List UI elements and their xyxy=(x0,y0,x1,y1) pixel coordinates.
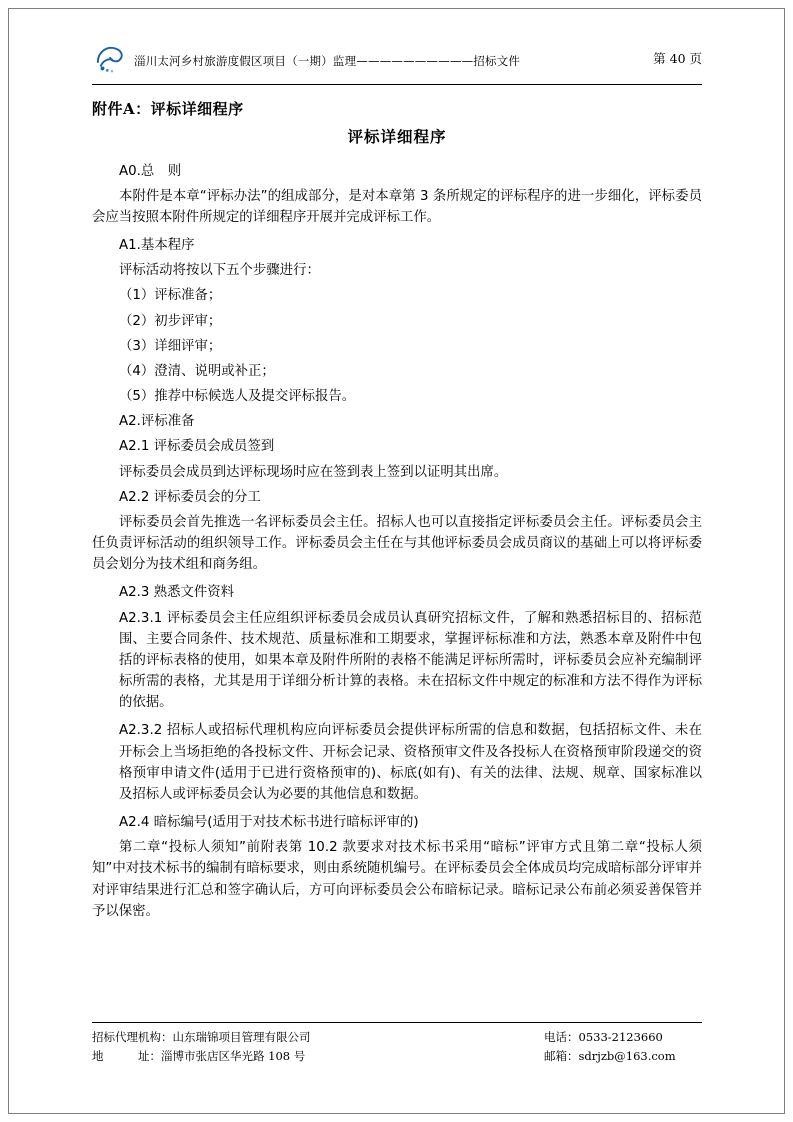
list-item: （3）详细评审； xyxy=(119,338,222,354)
paragraph: 评标委员会成员到达评标现场时应在签到表上签到以证明其出席。 xyxy=(119,464,508,480)
footer-row-agency xyxy=(92,1028,702,1047)
header-title: 淄川太河乡村旅游度假区项目（一期）监理——————————招标文件 xyxy=(134,54,521,68)
paragraph: A2.2 评标委员会的分工 xyxy=(119,489,261,505)
list-item: （1）评标准备； xyxy=(119,288,222,304)
paragraph: 评标活动将按以下五个步骤进行： xyxy=(119,263,320,279)
paragraph: A2.3.2 招标人或招标代理机构应向评标委员会提供评标所需的信息和数据，包括招标文件、未在开标会上当场拒绝的各投标文件、开标会记录、资格预审文件及各投标人在资格预审阶段递交的资格预审申请文件(适用于已进行资格预审的)、标底(如有)、有关的法律、法规、规章、国家标准以及招标人或评标委员会认为必要的其他信息和数据。 xyxy=(119,723,702,802)
list-item: （2）初步评审； xyxy=(119,313,222,329)
document-body xyxy=(92,96,702,929)
paragraph: A2.评标准备 xyxy=(119,414,195,430)
agency-value: 山东瑞锦项目管理有限公司 xyxy=(172,1030,311,1044)
paragraph: 本附件是本章“评标办法”的组成部分，是对本章第 3 条所规定的评标程序的进一步细化，评标委员会应当按照本附件所规定的详细程序开展并完成评标工作。 xyxy=(92,188,702,225)
agency-label: 招标代理机构： xyxy=(92,1030,173,1044)
footer-divider xyxy=(92,1022,702,1023)
header-divider xyxy=(92,84,702,85)
paragraph: A2.3.1 评标委员会主任应组织评标委员会成员认真研究招标文件，了解和熟悉招标目的、招标范围、主要合同条件、技术规范、质量标准和工期要求，掌握评标标准和方法，熟悉本章及附件中包括的评标表格的使用，如果本章及附件所附的表格不能满足评标所需时，评标委员会应补充编制评标所需的表格，尤其是用于详细分析计算的表格。未在招标文件中规定的标准和方法不得作为评标的依据。 xyxy=(119,610,702,711)
section-heading: 评标详细程序 xyxy=(347,127,447,146)
page-header xyxy=(92,40,702,84)
paragraph: A2.4 暗标编号(适用于对技术标书进行暗标评审的) xyxy=(119,815,419,831)
page-footer xyxy=(92,1028,702,1066)
list-item: （5）推荐中标候选人及提交评标报告。 xyxy=(119,389,356,405)
paragraph: 第二章“投标人须知”前附表第 10.2 款要求对技术标书采用“暗标”评审方式且第二章“投标人须知”中对技术标书的编制有暗标要求，则由系统随机编号。在评标委员会全体成员均完成暗标部分评审并对评审结果进行汇总和签字确认后，方可向评标委员会公布暗标记录。暗标记录公布前必须妥善保管并予以保密。 xyxy=(92,840,702,919)
paragraph: 评标委员会首先推选一名评标委员会主任。招标人也可以直接指定评标委员会主任。评标委员会主任负责评标活动的组织领导工作。评标委员会主任在与其他评标委员会成员商议的基础上可以将评标委员会划分为技术组和商务组。 xyxy=(92,514,702,573)
agency-line xyxy=(92,1028,311,1047)
phone-value: 0533-2123660 xyxy=(578,1030,663,1044)
paragraph: A2.1 评标委员会成员签到 xyxy=(119,439,275,455)
footer-row-address xyxy=(92,1047,702,1066)
paragraph: A2.3 熟悉文件资料 xyxy=(119,585,235,601)
address-line xyxy=(92,1047,305,1066)
paragraph: A1.基本程序 xyxy=(119,238,195,254)
paragraph: A0.总 则 xyxy=(119,163,182,179)
phone-line xyxy=(544,1028,663,1047)
company-swirl-logo-icon xyxy=(92,42,130,76)
attachment-heading: 附件A：评标详细程序 xyxy=(92,100,244,118)
list-item: （4）澄清、说明或补正； xyxy=(119,363,275,379)
phone-label: 电话： xyxy=(544,1030,579,1044)
address-label: 地 址： xyxy=(92,1049,161,1063)
address-value: 淄博市张店区华光路 108 号 xyxy=(161,1049,306,1063)
email-label: 邮箱： xyxy=(544,1049,579,1063)
page-number: 第 40 页 xyxy=(653,51,702,66)
email-value: sdrjzb@163.com xyxy=(578,1049,676,1063)
email-line xyxy=(544,1047,676,1066)
